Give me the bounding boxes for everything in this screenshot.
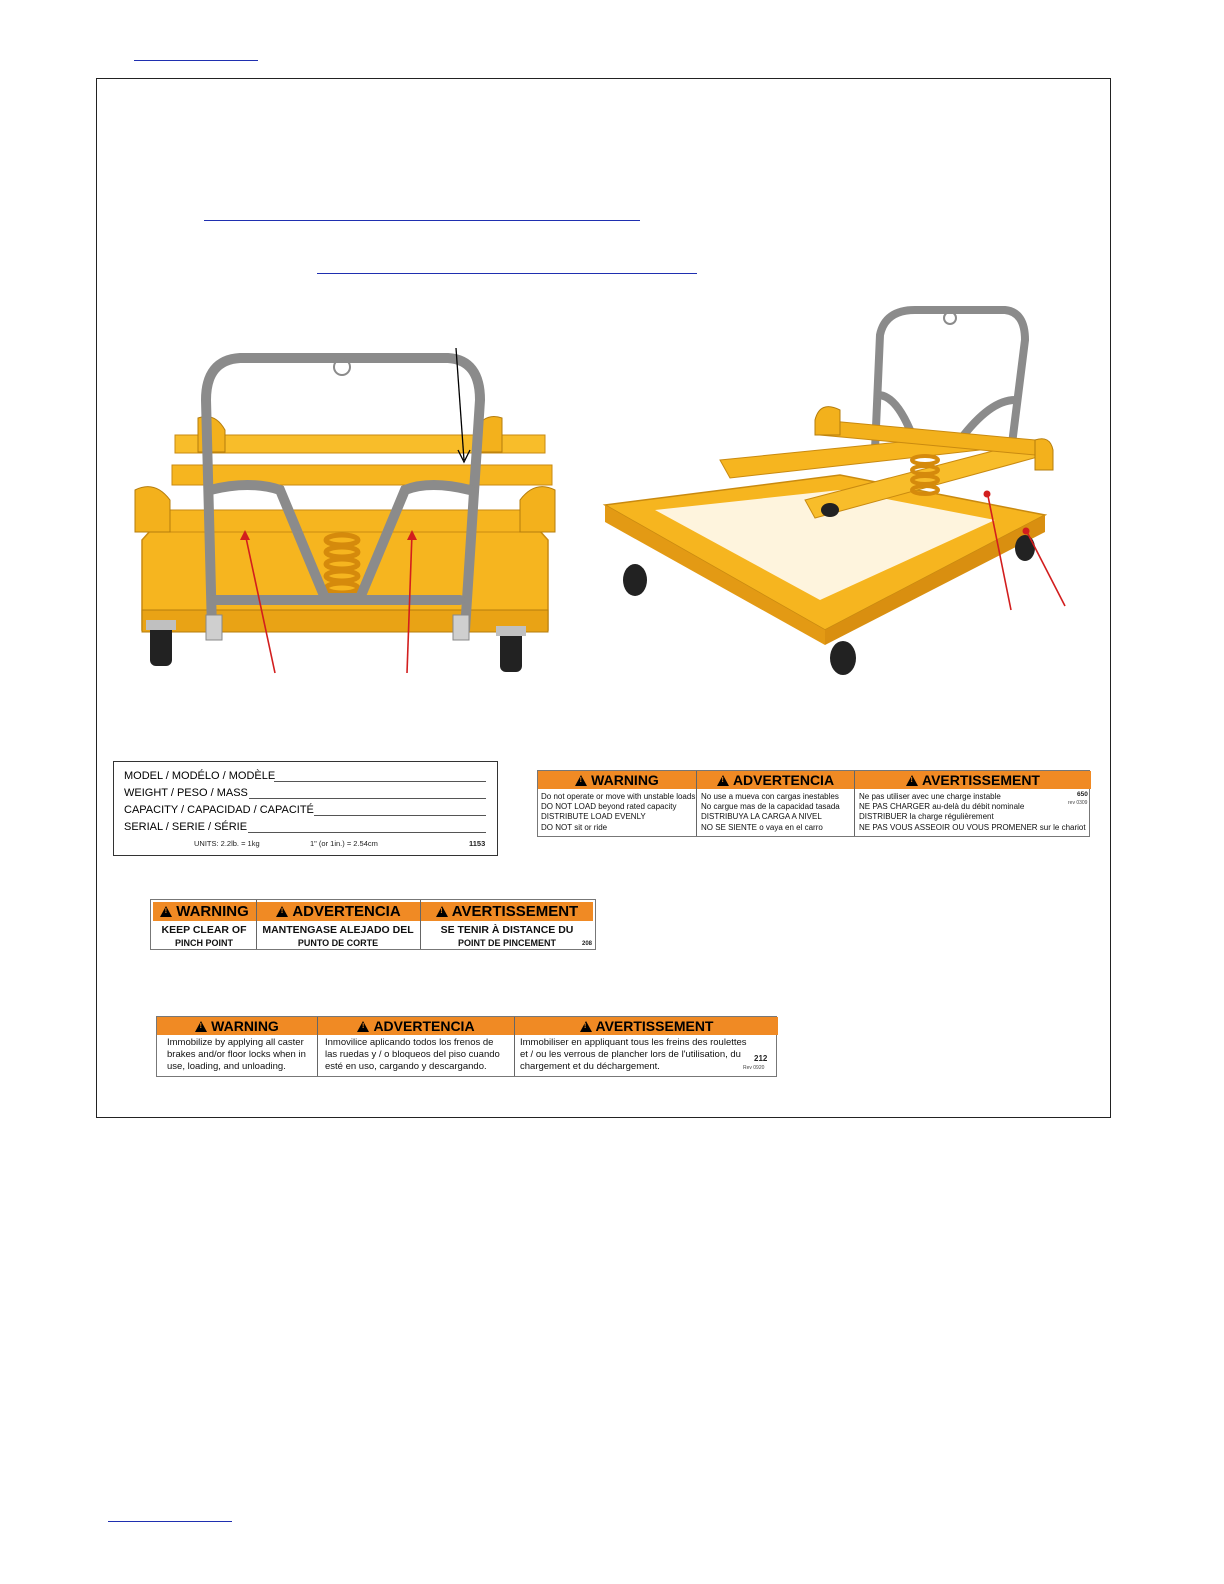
label-number: 1153 <box>469 839 486 848</box>
decal-header-warning: ! WARNING <box>538 771 696 789</box>
brake-warning-decal <box>156 1016 777 1077</box>
model-row: MODEL / MODÉLO / MODÈLE <box>124 770 276 782</box>
column-divider <box>420 900 421 949</box>
decal-text-es: Inmovilice aplicando todos los frenos de las ruedas y / o bloqueos del piso cuando esté en uso, cargando y descargando. <box>325 1037 500 1072</box>
serial-line <box>248 832 486 833</box>
decal-header-advertencia: ! ADVERTENCIA <box>257 902 420 921</box>
serial-row: SERIAL / SERIE / SÉRIE <box>124 821 248 833</box>
decal-text-es: MANTENGASE ALEJADO DEL PUNTO DE CORTE <box>262 924 414 948</box>
column-divider <box>854 771 855 836</box>
footer-link-underline[interactable] <box>108 1521 232 1522</box>
load-warning-decal <box>537 770 1090 837</box>
decal-text-fr: SE TENIR À DISTANCE DU POINT DE PINCEMENT <box>440 924 574 948</box>
cart-isometric-photo <box>595 300 1085 685</box>
decal-header-advertencia: ! ADVERTENCIA <box>697 771 854 789</box>
weight-line <box>249 798 486 799</box>
model-line <box>274 781 486 782</box>
capacity-line <box>314 815 486 816</box>
decal-rev: Rev 0920 <box>743 1065 765 1071</box>
weight-row: WEIGHT / PESO / MASS <box>124 787 248 799</box>
warning-triangle-icon <box>436 906 448 917</box>
warning-triangle-icon <box>575 775 587 786</box>
decal-text-fr: Immobiliser en appliquant tous les freins des roulettes et / ou les verrous de plancher lors de l'utilisation, du chargement et du déchargement. <box>520 1037 747 1072</box>
decal-text-fr: Ne pas utiliser avec une charge instable NE PAS CHARGER au-delà du débit nominale DISTRIBUER la charge régulièrement NE PAS VOUS ASSEOIR OU VOUS PROMENER sur le chariot <box>859 792 1086 832</box>
decal-number: 650 <box>1077 791 1088 798</box>
decal-header-advertencia: ! ADVERTENCIA <box>318 1017 514 1035</box>
warning-triangle-icon <box>580 1021 592 1032</box>
decal-text-en: KEEP CLEAR OF PINCH POINT <box>161 924 247 948</box>
warning-triangle-icon <box>717 775 729 786</box>
column-divider <box>514 1017 515 1076</box>
warning-triangle-icon <box>160 906 172 917</box>
warning-triangle-icon <box>906 775 918 786</box>
decal-header-avertissement: ! AVERTISSEMENT <box>421 902 593 921</box>
decal-header-avertissement: ! AVERTISSEMENT <box>515 1017 778 1035</box>
cart-front-photo <box>130 340 560 685</box>
decal-header-warning: ! WARNING <box>153 902 256 921</box>
decal-header-avertissement: ! AVERTISSEMENT <box>855 771 1091 789</box>
decal-text-en: Immobilize by applying all caster brakes and/or floor locks when in use, loading, and unloading. <box>167 1037 306 1072</box>
decal-rev: rev 0309 <box>1068 800 1088 806</box>
warning-triangle-icon <box>276 906 288 917</box>
decal-text-es: No use a mueva con cargas inestables No cargue mas de la capacidad tasada DISTRIBUYA LA CARGA A NIVEL NO SE SIENTE o vaya en el carro <box>701 792 840 832</box>
column-divider <box>696 771 697 836</box>
decal-number: 212 <box>754 1054 768 1063</box>
decal-number: 208 <box>582 941 593 947</box>
warning-triangle-icon <box>357 1021 369 1032</box>
decal-header-warning: ! WARNING <box>157 1017 317 1035</box>
inch-text: 1" (or 1in.) = 2.54cm <box>310 839 378 848</box>
capacity-row: CAPACITY / CAPACIDAD / CAPACITÉ <box>124 804 314 816</box>
column-divider <box>256 900 257 949</box>
header-link-underline[interactable] <box>134 60 258 61</box>
decal-text-en: Do not operate or move with unstable loads DO NOT LOAD beyond rated capacity DISTRIBUTE LOAD EVENLY DO NOT sit or ride <box>541 792 696 832</box>
warning-triangle-icon <box>195 1021 207 1032</box>
pinch-point-decal <box>150 899 596 950</box>
column-divider <box>317 1017 318 1076</box>
identification-label <box>113 761 498 856</box>
units-text: UNITS: 2.2lb. = 1kg <box>194 839 260 848</box>
